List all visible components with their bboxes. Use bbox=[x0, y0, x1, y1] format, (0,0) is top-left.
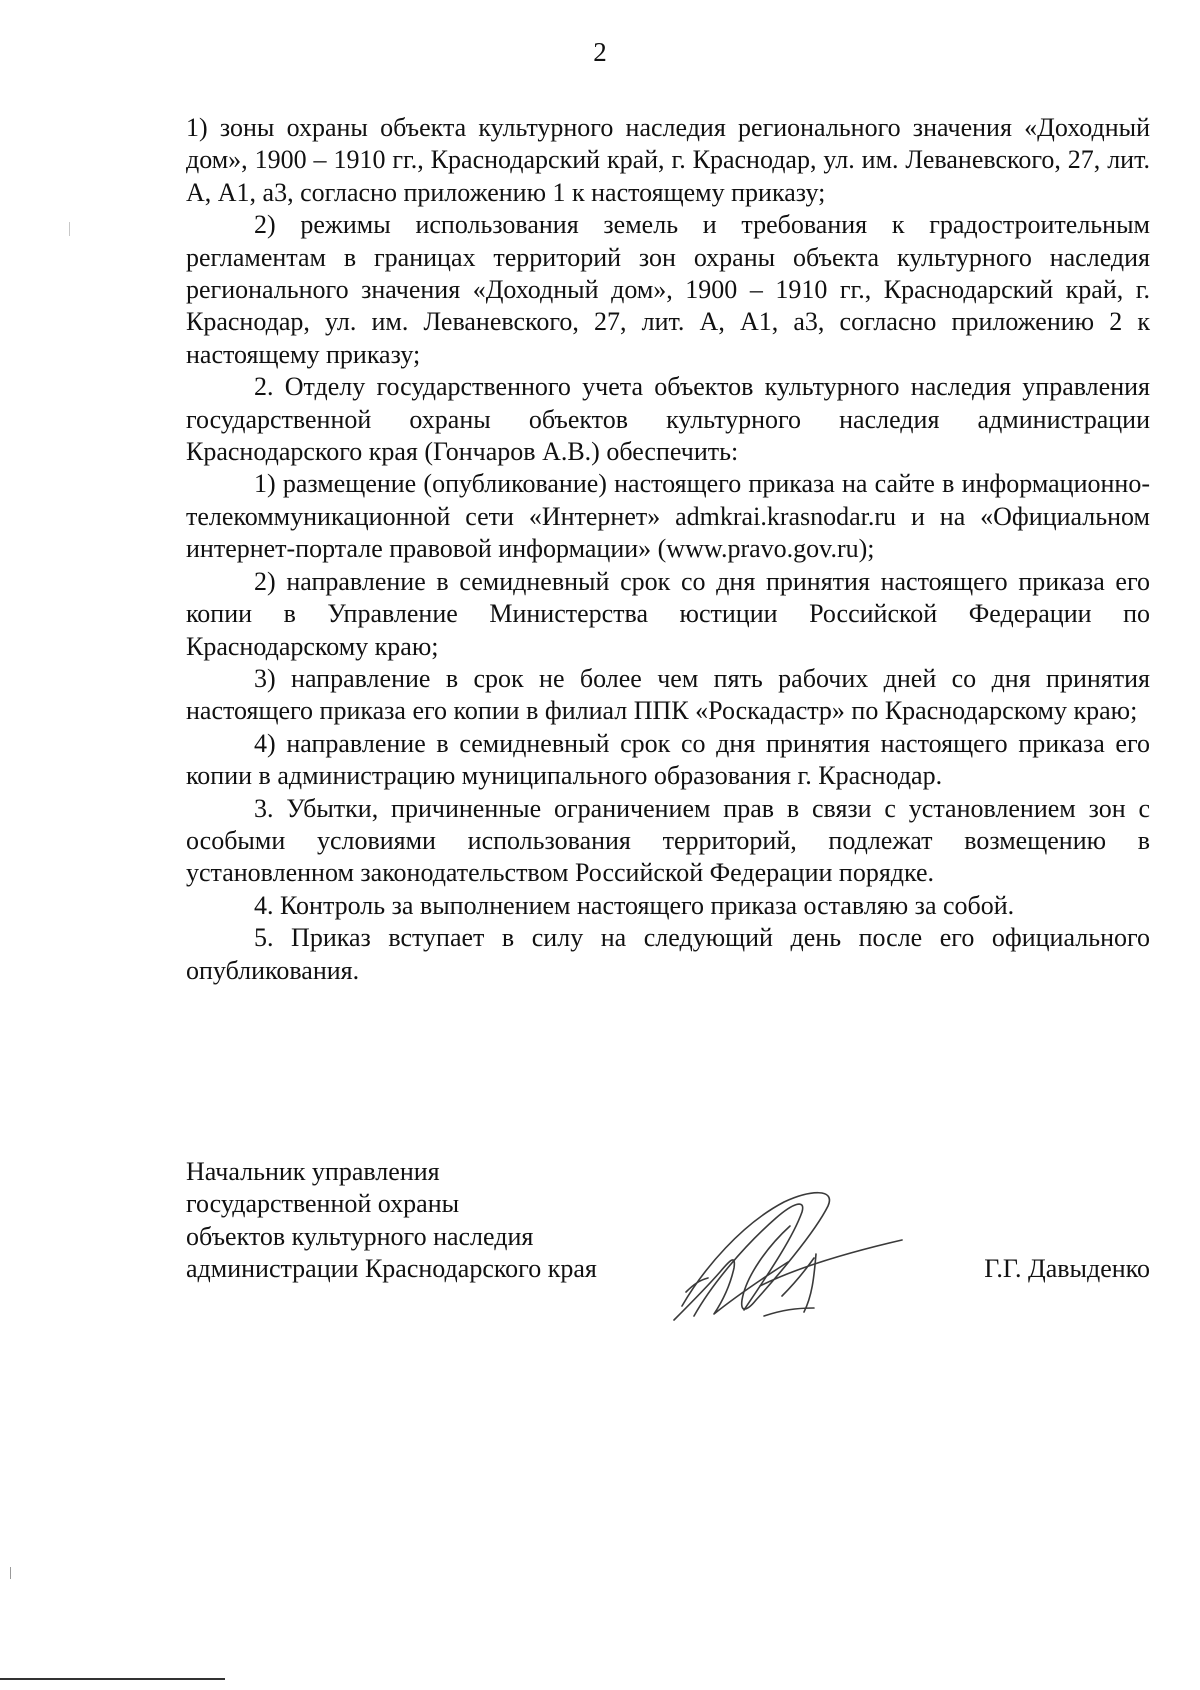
page-number: 2 bbox=[593, 37, 607, 67]
signature-block bbox=[186, 1156, 1150, 1326]
clause-2-3-roskadastr: 3) направление в срок не более чем пять рабочих дней со дня принятия настоящего приказа его копии в филиал ППК «Роскадастр» по Краснодарскому краю; bbox=[186, 663, 1150, 726]
clause-3-damages: 3. Убытки, причиненные ограничением прав в связи с установлением зон с особыми условиями использования территорий, подлежат возмещению в установленном законодательством Российской Федерации порядке. bbox=[186, 793, 1150, 888]
handwritten-signature bbox=[664, 1188, 904, 1328]
signatory-position-line: государственной охраны bbox=[186, 1189, 460, 1219]
signatory-position-line: Начальник управления bbox=[186, 1157, 440, 1186]
document-body bbox=[186, 112, 1150, 987]
scan-artifact bbox=[69, 222, 70, 236]
clause-1-1-zones: 1) зоны охраны объекта культурного наследия регионального значения «Доходный дом», 1900 – 1910 гг., Краснодарский край, г. Краснодар, ул. им. Леваневского, 27, лит. А, А1, а3, согласно приложению 1 к настоящему приказу; bbox=[186, 113, 1150, 207]
signatory-position bbox=[186, 1156, 706, 1286]
clause-1-2-land-use-regimes: 2) режимы использования земель и требования к градостроительным регламентам в границах территорий зон охраны объекта культурного наследия регионального значения «Доходный дом», 1900 – 1910 гг., Краснодарский край, г. Краснодар, ул. им. Леваневского, 27, лит. А, А1, а3, согласно приложению 2 к настоящему приказу; bbox=[186, 210, 1150, 369]
clause-4-control: 4. Контроль за выполнением настоящего приказа оставляю за собой. bbox=[254, 890, 1015, 920]
signatory-name: Г.Г. Давыденко bbox=[984, 1254, 1150, 1283]
clause-5-entry-into-force: 5. Приказ вступает в силу на следующий день после его официального опубликования. bbox=[186, 923, 1150, 985]
scan-artifact bbox=[10, 1567, 11, 1579]
clause-2-1-publication: 1) размещение (опубликование) настоящего приказа на сайте в информационно-телекоммуникационной сети «Интернет» admkrai.krasnodar.ru и на «Официальном интернет-портале правовой информации» (www.pravo.gov.ru); bbox=[186, 469, 1150, 564]
clause-2-2-ministry-of-justice: 2) направление в семидневный срок со дня принятия настоящего приказа его копии в Управление Министерства юстиции Российской Федерации по Краснодарскому краю; bbox=[186, 566, 1150, 661]
signatory-position-line: объектов культурного наследия bbox=[186, 1221, 534, 1251]
footer-rule bbox=[0, 1678, 225, 1680]
clause-2-department-instruction: 2. Отделу государственного учета объектов культурного наследия управления государственной охраны объектов культурного наследия администрации Краснодарского края (Гончаров А.В.) обеспечить: bbox=[186, 372, 1150, 467]
signatory-position-line: администрации Краснодарского края bbox=[186, 1254, 597, 1284]
clause-2-4-municipal-administration: 4) направление в семидневный срок со дня принятия настоящего приказа его копии в администрацию муниципального образования г. Краснодар. bbox=[186, 728, 1150, 791]
